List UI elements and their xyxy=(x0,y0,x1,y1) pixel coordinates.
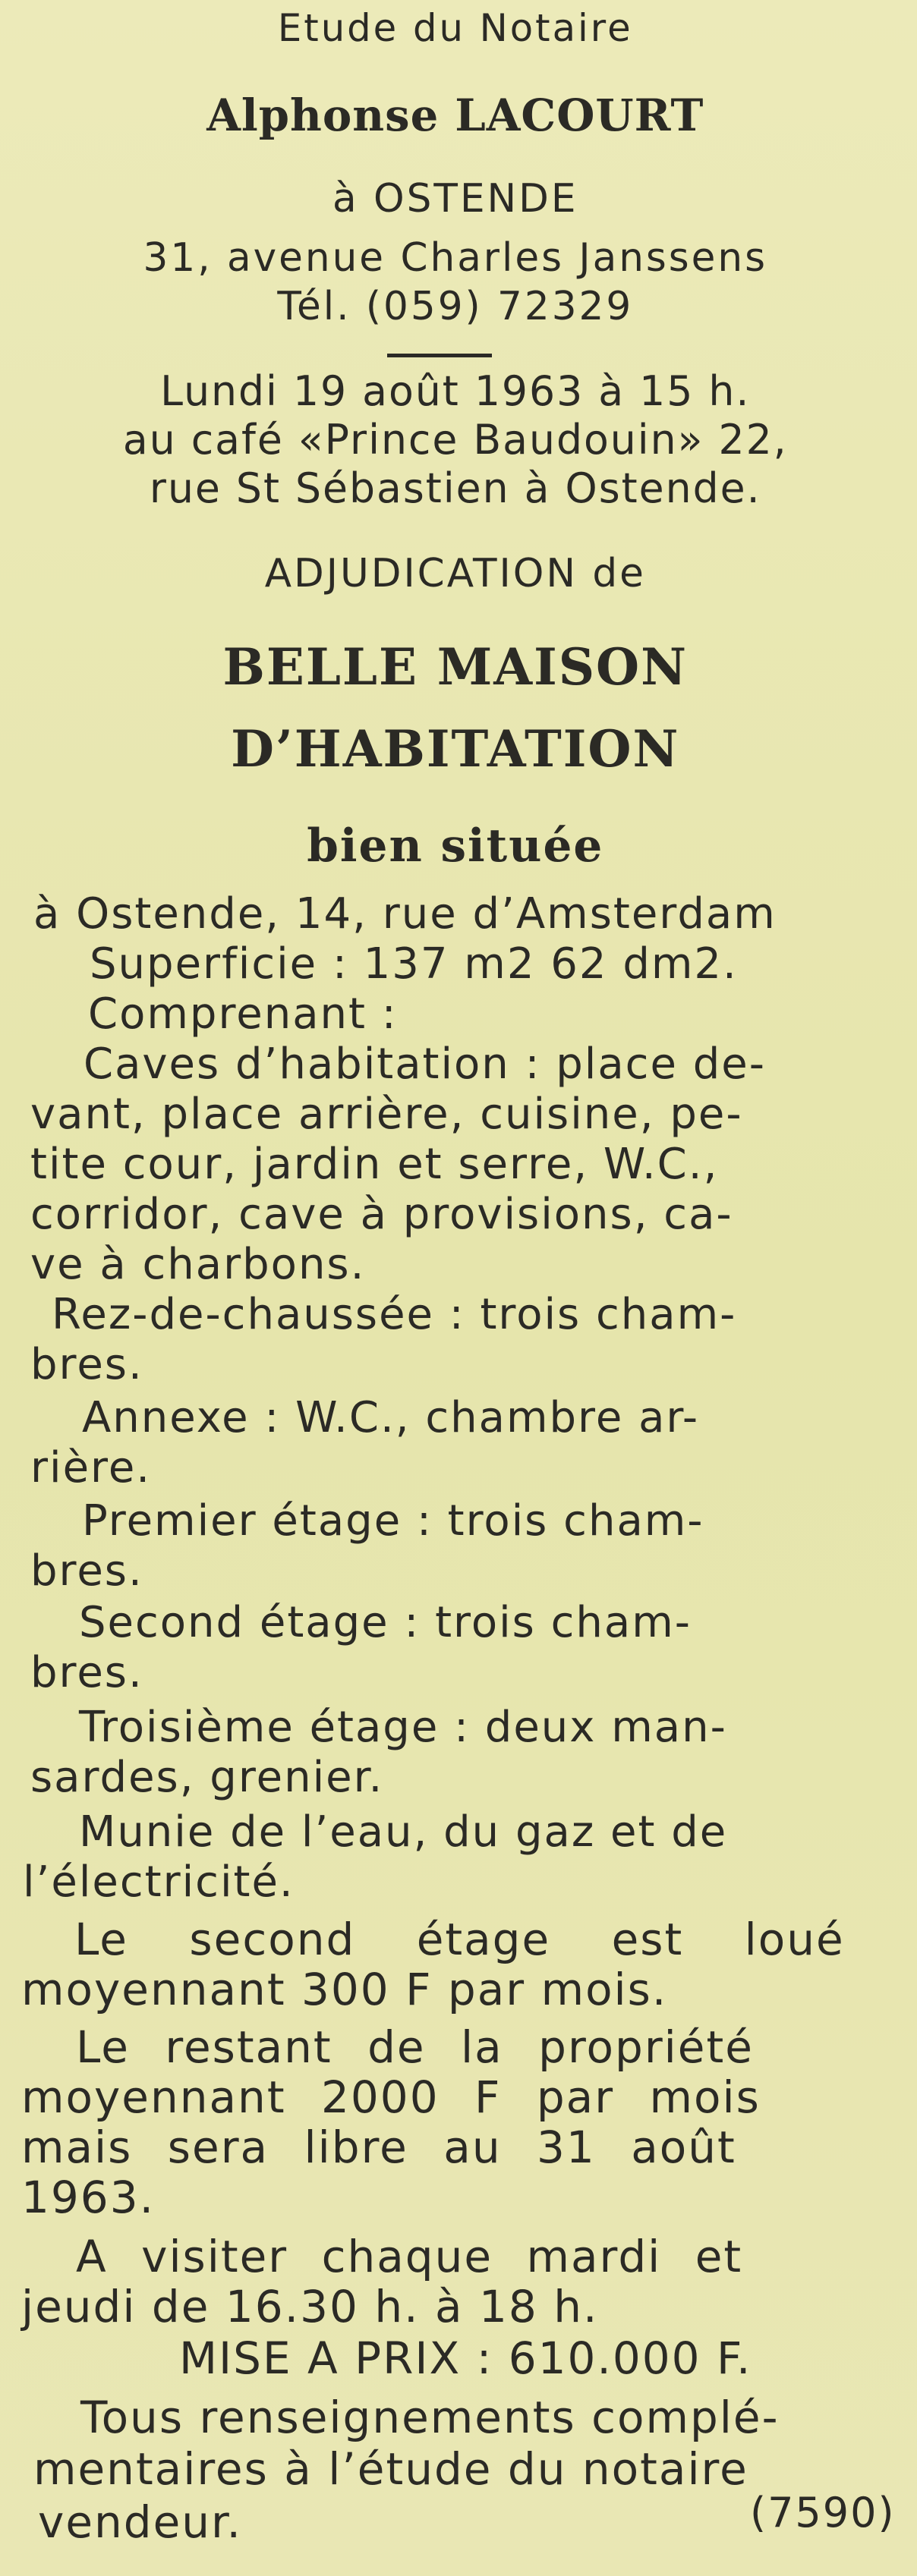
notary-phone: Tél. (059) 72329 xyxy=(277,284,634,329)
body-line: Troisième étage : deux man- xyxy=(79,1703,727,1752)
body-line: 1963. xyxy=(21,2172,156,2223)
body-line: vant, place arrière, cuisine, pe- xyxy=(30,1090,743,1139)
header-line: Etude du Notaire xyxy=(277,6,633,50)
body-line: bres. xyxy=(30,1546,143,1596)
body-line: corridor, cave à provisions, ca- xyxy=(30,1190,733,1239)
body-line: jeudi de 16.30 h. à 18 h. xyxy=(21,2281,599,2332)
body-line: tite cour, jardin et serre, W.C., xyxy=(30,1140,719,1189)
body-line: Rez-de-chaussée : trois cham- xyxy=(52,1290,737,1339)
body-line: à Ostende, 14, rue d’Amsterdam xyxy=(33,889,777,939)
body-line: mais sera libre au 31 août xyxy=(21,2122,736,2173)
auction-street: rue St Sébastien à Ostende. xyxy=(149,464,761,512)
body-line: Superficie : 137 m2 62 dm2. xyxy=(90,939,738,989)
body-line: ve à charbons. xyxy=(30,1240,366,1289)
body-line: sardes, grenier. xyxy=(30,1753,384,1802)
body-line: Tous renseignements complé- xyxy=(80,2392,780,2443)
auction-type: ADJUDICATION de xyxy=(264,551,646,596)
body-line: Second étage : trois cham- xyxy=(79,1598,692,1647)
reserve-price: MISE A PRIX : 610.000 F. xyxy=(179,2332,752,2384)
subtitle: bien située xyxy=(307,819,604,873)
body-line: l’électricité. xyxy=(23,1857,295,1907)
body-line: Le second étage est loué xyxy=(74,1914,845,1965)
body-line: mentaires à l’étude du notaire xyxy=(33,2443,748,2495)
body-line: moyennant 2000 F par mois xyxy=(21,2071,761,2123)
notary-address: 31, avenue Charles Janssens xyxy=(143,235,767,281)
body-line: A visiter chaque mardi et xyxy=(76,2231,743,2282)
auction-date: Lundi 19 août 1963 à 15 h. xyxy=(160,367,751,415)
title-line-2: D’HABITATION xyxy=(231,719,680,778)
reference-number: (7590) xyxy=(750,2489,896,2537)
body-line: Annexe : W.C., chambre ar- xyxy=(82,1393,700,1442)
title-line-1: BELLE MAISON xyxy=(222,637,689,697)
body-line: Le restant de la propriété xyxy=(76,2021,754,2073)
body-line: Munie de l’eau, du gaz et de xyxy=(79,1807,728,1857)
body-line: vendeur. xyxy=(38,2496,242,2548)
body-line: bres. xyxy=(30,1340,143,1389)
notary-city: à OSTENDE xyxy=(332,176,578,222)
body-line: Caves d’habitation : place de- xyxy=(84,1040,766,1089)
body-line: moyennant 300 F par mois. xyxy=(21,1964,668,2015)
divider xyxy=(387,354,492,357)
body-line: Comprenant : xyxy=(88,989,398,1039)
auction-place: au café «Prince Baudouin» 22, xyxy=(122,416,788,464)
notary-name: Alphonse LACOURT xyxy=(206,90,704,141)
body-line: bres. xyxy=(30,1648,143,1697)
body-line: rière. xyxy=(30,1443,152,1492)
body-line: Premier étage : trois cham- xyxy=(82,1496,704,1546)
